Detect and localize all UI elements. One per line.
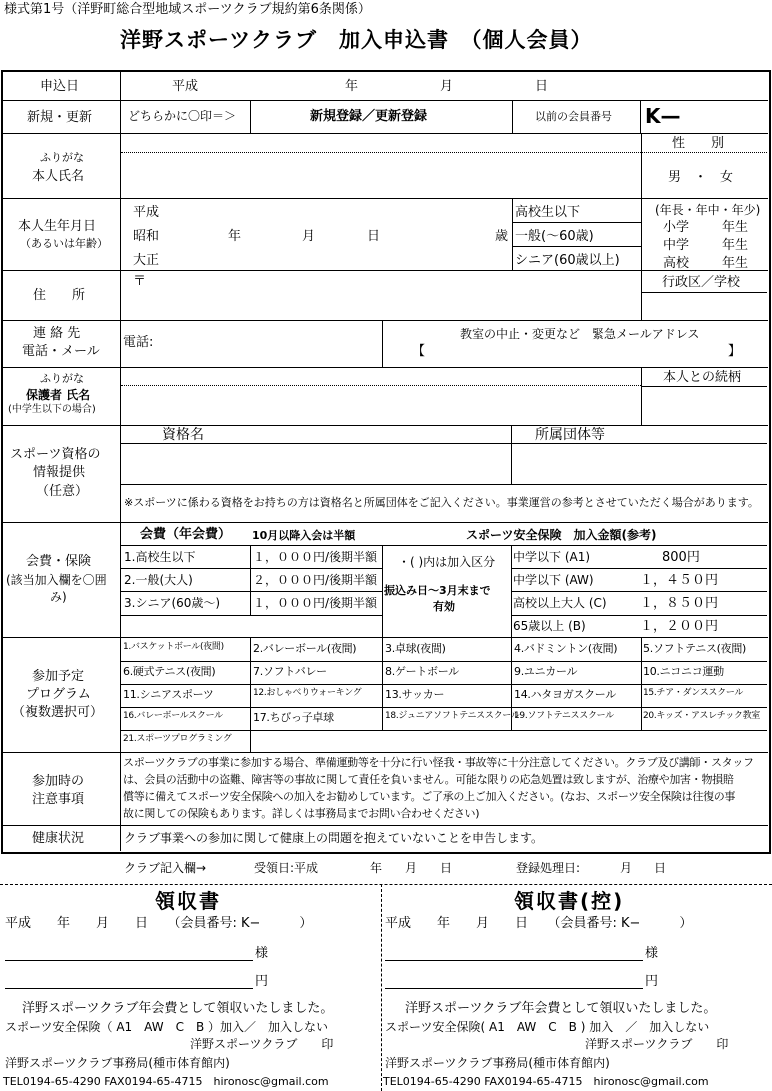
prev-member-label: 以前の会員番号 xyxy=(535,110,612,123)
fee-half-note: 10月以降入会は半額 xyxy=(252,529,356,542)
program-sublabel2: （複数選択可） xyxy=(12,705,104,720)
receipt-contact: TEL0194-65-4290 FAX0194-65-4715 hironosc@gmail.com xyxy=(3,1075,329,1088)
grade-suffix: 年生 xyxy=(722,220,749,235)
program-option[interactable]: 2.バレーボール(夜間) xyxy=(253,642,357,655)
notes-label: 参加時の xyxy=(32,774,85,789)
receipt-body: 洋野スポーツクラブ年会費として領収いたしました。 xyxy=(405,1001,717,1016)
program-option[interactable]: 14.ハタヨガスクール xyxy=(514,688,616,701)
phone-input[interactable] xyxy=(160,321,382,367)
program-option[interactable]: 4.バドミントン(夜間) xyxy=(514,642,618,655)
program-option[interactable]: 1.バスケットボール(夜間) xyxy=(123,642,224,652)
registration-day: 日 xyxy=(654,861,667,875)
phone-label: 電話: xyxy=(123,335,154,350)
receipt-copy-title: 領収書(控) xyxy=(514,889,625,913)
birth-sublabel: （あるいは年齢） xyxy=(20,237,108,250)
fee-item-key[interactable]: 2.一般(大人) xyxy=(124,573,193,587)
fee-header: 会費（年会費） xyxy=(140,527,232,542)
program-label: 参加予定 xyxy=(32,669,85,684)
qual-org-header: 所属団体等 xyxy=(535,427,605,443)
program-option[interactable]: 17.ちびっ子卓球 xyxy=(253,711,334,724)
email-input[interactable] xyxy=(428,342,724,362)
program-option[interactable]: 11.シニアスポーツ xyxy=(123,688,214,701)
grade-suffix: 年生 xyxy=(722,238,749,253)
program-option[interactable]: 3.卓球(夜間) xyxy=(385,642,446,655)
grade-suffix: 年生 xyxy=(722,256,749,271)
program-option[interactable]: 12.おしゃべりウォーキング xyxy=(253,688,362,698)
guardian-name-input[interactable] xyxy=(121,387,641,424)
program-option[interactable]: 16.バレーボールスクール xyxy=(123,711,223,721)
grade-heading: (年長・年中・年少) xyxy=(655,203,761,217)
day-label: 日 xyxy=(535,79,549,94)
notes-sublabel: 注意事項 xyxy=(32,792,85,807)
health-label: 健康状況 xyxy=(32,831,85,846)
receipt-contact: TEL0194-65-4290 FAX0194-65-4715 hironosc@gmail.com xyxy=(383,1075,709,1088)
receipt-yen: 円 xyxy=(255,974,269,989)
receipt-title: 領収書 xyxy=(155,889,221,913)
insurance-item-value: １，４５０円 xyxy=(640,573,719,588)
receipt-insurance: スポーツ安全保険（ A1 AW C B ）加入／ 加入しない xyxy=(5,1020,329,1034)
grade-hs[interactable]: 高校 xyxy=(663,256,690,271)
name-input[interactable] xyxy=(121,154,641,197)
program-option[interactable]: 13.サッカー xyxy=(385,688,445,701)
notes-text: スポーツクラブの事業に参加する場合、準備運動等を十分に行い怪我・事故等に十分注意してください。クラブ及び講師・スタッフ xyxy=(123,756,754,769)
insurance-item-key[interactable]: 中学以下 (AW) xyxy=(513,573,594,587)
apply-date-field[interactable] xyxy=(121,71,766,100)
program-option[interactable]: 20.キッズ・アスレチック教室 xyxy=(643,711,761,721)
year-label: 年 xyxy=(345,79,359,94)
fee-label: 会費・保険 xyxy=(26,554,92,569)
program-option[interactable]: 21.スポーツプログラミング xyxy=(123,734,232,744)
era-label: 平成 xyxy=(172,79,199,94)
guardian-furigana-label: ふりがな xyxy=(40,372,84,385)
name-label: 本人氏名 xyxy=(32,169,85,184)
fee-item-value: １，０００円/後期半額 xyxy=(253,550,378,564)
grade-jh[interactable]: 中学 xyxy=(663,238,690,253)
insurance-item-value: １，２００円 xyxy=(640,619,719,634)
receipt-sama: 様 xyxy=(645,946,659,961)
qual-sublabel: 情報提供 xyxy=(33,465,86,480)
received-month: 月 xyxy=(405,861,418,875)
qual-name-input[interactable] xyxy=(121,445,510,483)
receipt-office: 洋野スポーツクラブ事務局(種市体育館内) xyxy=(385,1056,610,1070)
cat-senior[interactable]: シニア(60歳以上) xyxy=(515,253,620,268)
page-title: 洋野スポーツクラブ 加入申込書 （個人会員） xyxy=(120,28,593,52)
email-note: 教室の中止・変更など 緊急メールアドレス xyxy=(460,327,700,341)
program-option[interactable]: 15.チア・ダンススクール xyxy=(643,688,744,698)
qual-label: スポーツ資格の xyxy=(10,447,101,462)
program-option[interactable]: 5.ソフトテニス(夜間) xyxy=(643,642,747,655)
insurance-item-value: 800円 xyxy=(662,550,700,565)
program-option[interactable]: 9.ユニカール xyxy=(514,665,578,678)
program-option[interactable]: 18.ジュニアソフトテニススクール xyxy=(385,711,520,721)
qual-org-input[interactable] xyxy=(512,445,766,483)
health-text[interactable]: クラブ事業への参加に関して健康上の問題を抱えていないことを申告します。 xyxy=(124,831,544,845)
bracket-open: 【 xyxy=(412,344,426,359)
postal-mark: 〒 xyxy=(133,274,147,289)
insurance-item-value: １，８５０円 xyxy=(640,596,719,611)
renewal-choice[interactable]: 新規登録／更新登録 xyxy=(310,109,428,124)
era-showa[interactable]: 昭和 xyxy=(133,229,160,244)
birth-day: 日 xyxy=(367,229,381,244)
renewal-label: 新規・更新 xyxy=(27,110,93,125)
program-option[interactable]: 8.ゲートボール xyxy=(385,665,459,678)
cat-highschool[interactable]: 高校生以下 xyxy=(515,205,581,220)
furigana-input[interactable] xyxy=(121,134,641,152)
birth-label: 本人生年月日 xyxy=(18,219,97,234)
receipt-insurance: スポーツ安全保険( A1 AW C B ) 加入 ／ 加入しない xyxy=(385,1020,710,1034)
furigana-label: ふりがな xyxy=(40,151,84,164)
fee-item-value: １，０００円/後期半額 xyxy=(253,596,378,610)
fee-sublabel: (該当加入欄を〇囲 xyxy=(6,573,107,587)
receipt-office: 洋野スポーツクラブ事務局(種市体育館内) xyxy=(5,1056,230,1070)
address-input[interactable] xyxy=(121,271,641,319)
program-option[interactable]: 6.硬式テニス(夜間) xyxy=(123,665,216,678)
club-use-label: クラブ記入欄→ xyxy=(124,861,207,875)
gender-options[interactable]: 男 ・ 女 xyxy=(668,170,734,185)
birth-year: 年 xyxy=(228,229,242,244)
cat-general[interactable]: 一般(～60歳) xyxy=(515,229,594,244)
qual-name-header: 資格名 xyxy=(162,427,204,443)
era-heisei[interactable]: 平成 xyxy=(133,205,160,220)
received-date-label: 受領日:平成 xyxy=(254,861,319,875)
insurance-item-key[interactable]: 中学以下 (A1) xyxy=(513,550,591,564)
qual-note: ※スポーツに係わる資格をお持ちの方は資格名と所属団体をご記入ください。事業運営の参考とさせていただく場合があります。 xyxy=(124,496,759,509)
district-label: 行政区／学校 xyxy=(662,275,741,290)
era-taisho[interactable]: 大正 xyxy=(133,253,160,268)
program-option[interactable]: 7.ソフトバレー xyxy=(253,665,327,678)
insurance-item-key[interactable]: 高校以上大人 (C) xyxy=(513,596,607,610)
birth-month: 月 xyxy=(302,229,316,244)
registration-month: 月 xyxy=(620,861,633,875)
program-sublabel: プログラム xyxy=(26,687,91,702)
insurance-note2: 振込み日～3月末まで xyxy=(384,584,491,597)
received-day: 日 xyxy=(440,861,453,875)
contact-label: 連 絡 先 xyxy=(33,326,81,341)
insurance-item-key[interactable]: 65歳以上 (B) xyxy=(513,619,586,633)
address-label: 住 所 xyxy=(33,288,86,303)
notes-text: 故に関しての保険もあります。詳しくは事務局までお問い合わせください) xyxy=(123,807,480,820)
registration-date-label: 登録処理日: xyxy=(516,861,581,875)
receipt-club: 洋野スポーツクラブ 印 xyxy=(190,1037,334,1051)
contact-sublabel: 電話・メール xyxy=(22,344,100,359)
grade-elem[interactable]: 小学 xyxy=(663,220,690,235)
month-label: 月 xyxy=(440,79,454,94)
relation-label: 本人との続柄 xyxy=(663,370,742,385)
bracket-close: 】 xyxy=(728,344,742,359)
receipt-club: 洋野スポーツクラブ 印 xyxy=(585,1037,729,1051)
age-label: 歳 xyxy=(495,229,509,244)
form-number: 様式第1号（洋野町総合型地域スポーツクラブ規約第6条関係） xyxy=(4,2,371,17)
insurance-note: ・( )内は加入区分 xyxy=(398,555,496,569)
notes-text: は、会員の活動中の盗難、障害等の事故に関して責任を負いません。可能な限りの応急処置は致しますが、治療や加害・物損賠 xyxy=(123,773,734,786)
receipt-date: 平成 年 月 日 （会員番号: K− ） xyxy=(385,916,693,931)
fee-sublabel2: み) xyxy=(50,590,67,604)
receipt-yen: 円 xyxy=(645,974,659,989)
insurance-note3: 有効 xyxy=(433,600,455,613)
receipt-body: 洋野スポーツクラブ年会費として領収いたしました。 xyxy=(22,1001,334,1016)
received-year: 年 xyxy=(370,861,383,875)
prev-member-field[interactable]: K— xyxy=(645,104,681,128)
fee-item-value: ２，０００円/後期半額 xyxy=(253,573,378,587)
receipt-date: 平成 年 月 日 （会員番号: K− ） xyxy=(5,916,313,931)
guardian-note: (中学生以下の場合) xyxy=(8,404,96,415)
qual-optional: （任意） xyxy=(36,484,89,499)
program-option[interactable]: 19.ソフトテニススクール xyxy=(514,711,614,721)
fee-item-key[interactable]: 3.シニア(60歳〜) xyxy=(124,596,221,610)
renewal-hint: どちらかに〇印＝＞ xyxy=(128,109,237,123)
notes-text: 償等に備えてスポーツ安全保険への加入をお勧めしています。ご了承の上ご加入ください。(なお、スポーツ安全保険は往復の事 xyxy=(123,790,736,803)
gender-label: 性 別 xyxy=(672,136,725,151)
receipt-sama: 様 xyxy=(255,946,269,961)
program-option[interactable]: 10.ニコニコ運動 xyxy=(643,665,724,678)
apply-date-label: 申込日 xyxy=(40,79,80,94)
insurance-header: スポーツ安全保険 加入金額(参考) xyxy=(466,528,657,542)
guardian-label: 保護者 氏名 xyxy=(26,388,91,402)
fee-item-key[interactable]: 1.高校生以下 xyxy=(124,550,196,564)
